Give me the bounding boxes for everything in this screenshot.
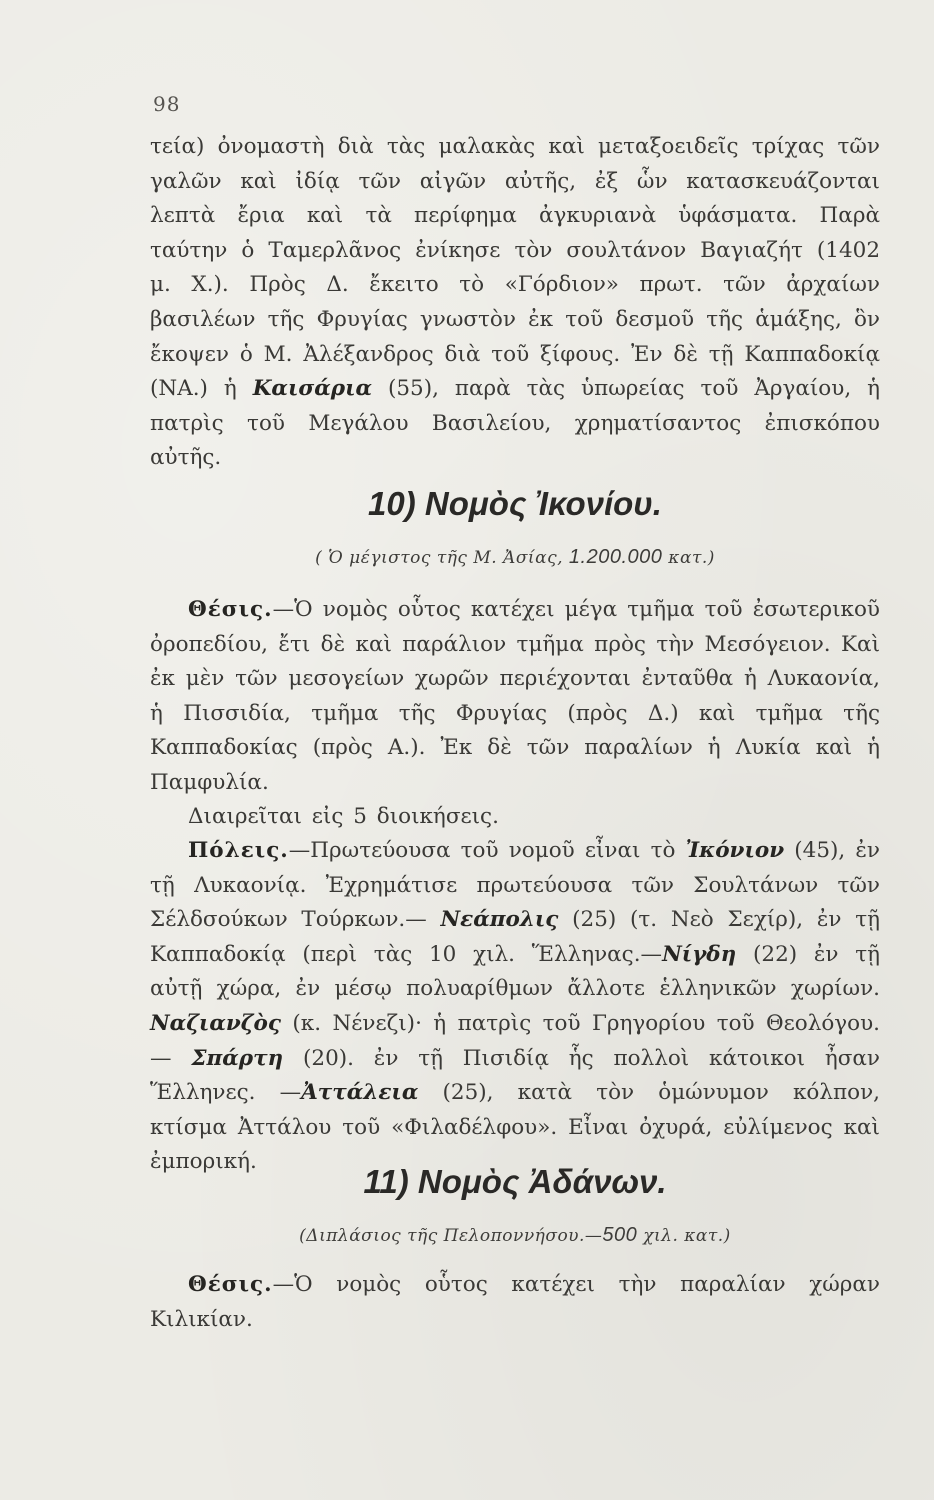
paragraph-text: (κ. Νένεζι)· ἡ πατρὶς τοῦ Γρηγορίου τοῦ Θεολόγου.— (150, 1010, 880, 1071)
city-iconium: Ἰκόνιον (685, 838, 785, 863)
area-number: 1.200.000 (568, 546, 663, 568)
paragraph-continuation (150, 130, 880, 476)
paragraph-text: (25) (τ. Νεὸ Σεχίρ), ἐν τῇ Καππαδοκίᾳ (περὶ τὰς 10 χιλ. Ἕλληνας.— (150, 907, 880, 967)
page-number: 98 (153, 92, 181, 116)
label-cities: Πόλεις. (188, 838, 289, 863)
paragraph-cities-iconium (150, 834, 880, 1180)
paragraph-text: —Πρωτεύουσα τοῦ νομοῦ εἶναι τὸ (288, 838, 686, 863)
city-nigde: Νίγδη (662, 941, 737, 967)
section-subheading-iconium (150, 546, 880, 569)
section-heading-adana: 11) Νομὸς Ἀδάνων. (363, 1163, 667, 1200)
subheading-text: ( Ὁ μέγιστος τῆς Μ. Ἀσίας, (315, 548, 569, 568)
paragraph-text: —Ὁ νομὸς οὗτος κατέχει μέγα τμῆμα τοῦ ἐσωτερικοῦ ὀροπεδίου, ἔτι δὲ καὶ παράλιον τμῆμα πρὸς τὴν Μεσόγειον. Καὶ ἐκ μὲν τῶν μεσογείων χωρῶν περιέχονται ἐνταῦθα ἡ Λυκαονία, ἡ Πισσιδία, τμῆμα τῆς Φρυγίας (πρὸς Δ.) καὶ τμῆμα τῆς Καππαδοκίας (πρὸς Α.). Ἐκ δὲ τῶν παραλίων ἡ Λυκία καὶ ἡ Παμφυλία. (150, 597, 880, 795)
subheading-text: χιλ. κατ.) (637, 1226, 731, 1246)
paragraph-text: —Ὁ νομὸς οὗτος κατέχει τὴν παραλίαν χώραν Κιλικίαν. (150, 1272, 880, 1332)
paragraph-text: (45), ἐν τῇ Λυκαονίᾳ. Ἐχρημάτισε πρωτεύουσα τῶν Σουλτάνων τῶν Σέλδσούκων Τούρκων.— (150, 838, 880, 933)
section-subheading-adana (150, 1224, 880, 1247)
section-heading-iconium: 10) Νομὸς Ἰκονίου. (368, 485, 662, 522)
paragraph-thesis-iconium (150, 593, 880, 801)
subheading-text: (Διπλάσιος τῆς Πελοποννήσου.— (299, 1226, 603, 1246)
paragraph-thesis-adana (150, 1268, 880, 1337)
paragraph-text: (25), κατὰ τὸν ὁμώνυμον κόλπον, κτίσμα Ἀττάλου τοῦ «Φιλαδέλφου». Εἶναι ὀχυρά, εὐλίμενος καὶ ἐμπορική. (150, 1080, 880, 1175)
paragraph-text: (55), παρὰ τὰς ὑπωρείας τοῦ Ἀργαίου, ἡ πατρὶς τοῦ Μεγάλου Βασιλείου, χρηματίσαντος ἐπισκόπου αὐτῆς. (150, 376, 880, 471)
paragraph-text: τεία) ὀνομαστὴ διὰ τὰς μαλακὰς καὶ μεταξοειδεῖς τρίχας τῶν γαλῶν καὶ ἰδίᾳ τῶν αἰγῶν αὐτῆς, ἐξ ὧν κατασκευάζονται λεπτὰ ἔρια καὶ τὰ περίφημα ἀγκυριανὰ ὑφάσματα. Παρὰ ταύτην ὁ Ταμερλᾶνος ἐνίκησε τὸν σουλτάνον Βαγιαζήτ (1402 μ. Χ.). Πρὸς Δ. ἔκειτο τὸ «Γόρδιον» πρωτ. τῶν ἀρχαίων βασιλέων τῆς Φρυγίας γνωστὸν ἐκ τοῦ δεσμοῦ τῆς ἁμάξης, ὃν ἔκοψεν ὁ Μ. Ἀλέξανδρος διὰ τοῦ ξίφους. Ἐν δὲ τῇ Καππαδοκίᾳ (ΝΑ.) ἡ (150, 134, 880, 402)
city-neapolis: Νεάπολις (440, 907, 559, 933)
paragraph-division: Διαιρεῖται εἰς 5 διοικήσεις. (188, 804, 499, 829)
paragraph-text: (20). ἐν τῇ Πισιδίᾳ ἧς πολλοὶ κάτοικοι ἦσαν Ἕλληνες. — (150, 1045, 880, 1106)
city-nazianzus: Ναζιανζὸς (150, 1010, 281, 1036)
place-name-caesarea: Καισάρια (252, 376, 373, 402)
paragraph-text: (22) ἐν τῇ αὐτῇ χώρα, ἐν μέσῳ πολυαρίθμων ἄλλοτε ἑλληνικῶν χωρίων. (150, 941, 880, 1002)
city-attaleia: Ἀττάλεια (301, 1080, 419, 1106)
subheading-text: κατ.) (662, 548, 715, 568)
city-sparta: Σπάρτη (191, 1045, 284, 1071)
label-thesis: Θέσις. (188, 1272, 273, 1297)
label-thesis: Θέσις. (188, 597, 273, 622)
area-number: 500 (602, 1224, 638, 1246)
